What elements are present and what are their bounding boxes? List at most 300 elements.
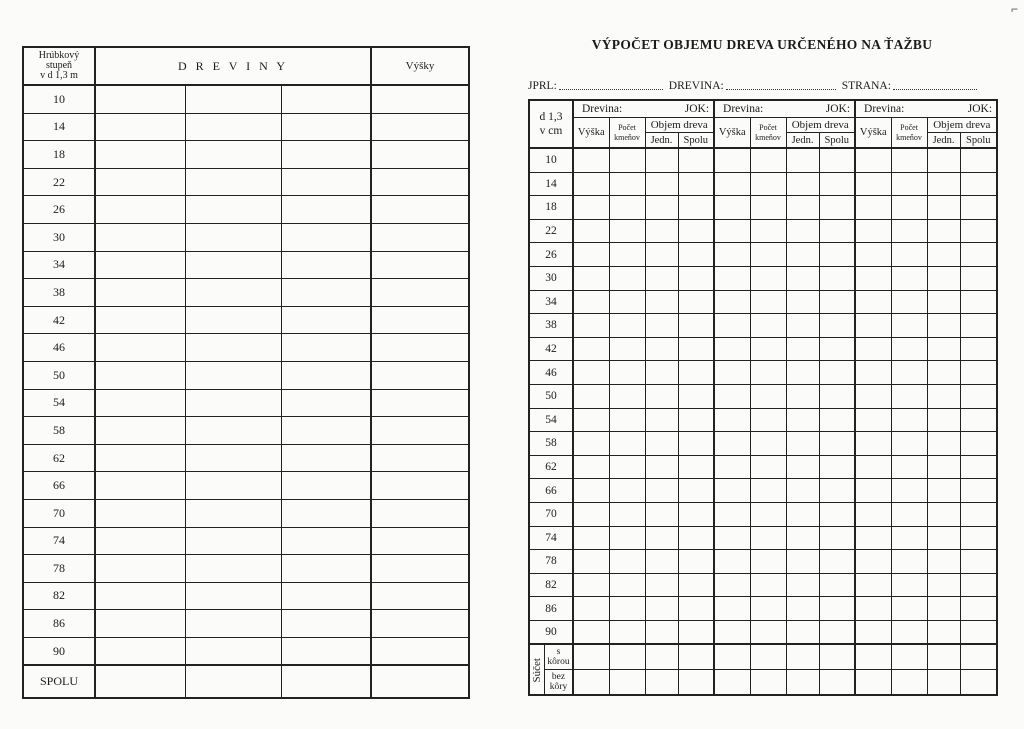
volume-cell[interactable]	[645, 290, 678, 314]
volume-cell[interactable]	[786, 432, 819, 456]
volume-cell[interactable]	[750, 384, 786, 408]
total-cell[interactable]	[185, 665, 281, 698]
volume-cell[interactable]	[573, 243, 609, 267]
species-cell[interactable]	[185, 361, 281, 389]
sum-cell[interactable]	[855, 670, 891, 696]
volume-cell[interactable]	[891, 196, 927, 220]
volume-cell[interactable]	[960, 384, 997, 408]
species-cell[interactable]	[185, 444, 281, 472]
species-cell[interactable]	[95, 196, 185, 224]
volume-cell[interactable]	[714, 620, 750, 644]
volume-cell[interactable]	[645, 455, 678, 479]
volume-cell[interactable]	[609, 361, 645, 385]
species-cell[interactable]	[185, 168, 281, 196]
volume-cell[interactable]	[750, 290, 786, 314]
volume-cell[interactable]	[714, 432, 750, 456]
volume-cell[interactable]	[819, 408, 855, 432]
volume-cell[interactable]	[678, 526, 714, 550]
volume-cell[interactable]	[855, 243, 891, 267]
volume-cell[interactable]	[573, 148, 609, 172]
volume-cell[interactable]	[750, 148, 786, 172]
volume-cell[interactable]	[714, 196, 750, 220]
volume-cell[interactable]	[609, 337, 645, 361]
volume-cell[interactable]	[786, 573, 819, 597]
volume-cell[interactable]	[609, 314, 645, 338]
volume-cell[interactable]	[855, 408, 891, 432]
volume-cell[interactable]	[960, 502, 997, 526]
volume-cell[interactable]	[786, 384, 819, 408]
volume-cell[interactable]	[645, 550, 678, 574]
volume-cell[interactable]	[855, 337, 891, 361]
volume-cell[interactable]	[714, 148, 750, 172]
volume-cell[interactable]	[645, 314, 678, 338]
volume-cell[interactable]	[750, 266, 786, 290]
volume-cell[interactable]	[573, 432, 609, 456]
volume-cell[interactable]	[891, 337, 927, 361]
volume-cell[interactable]	[609, 502, 645, 526]
volume-cell[interactable]	[750, 408, 786, 432]
volume-cell[interactable]	[573, 266, 609, 290]
volume-cell[interactable]	[678, 290, 714, 314]
volume-cell[interactable]	[927, 172, 960, 196]
species-cell[interactable]	[95, 141, 185, 169]
volume-cell[interactable]	[645, 361, 678, 385]
volume-cell[interactable]	[750, 620, 786, 644]
volume-cell[interactable]	[609, 408, 645, 432]
sum-cell[interactable]	[960, 644, 997, 670]
species-cell[interactable]	[95, 251, 185, 279]
volume-cell[interactable]	[960, 620, 997, 644]
volume-cell[interactable]	[891, 573, 927, 597]
sum-cell[interactable]	[609, 644, 645, 670]
volume-cell[interactable]	[645, 148, 678, 172]
volume-cell[interactable]	[819, 479, 855, 503]
volume-cell[interactable]	[750, 573, 786, 597]
volume-cell[interactable]	[855, 432, 891, 456]
volume-cell[interactable]	[927, 479, 960, 503]
volume-cell[interactable]	[609, 148, 645, 172]
volume-cell[interactable]	[714, 526, 750, 550]
volume-cell[interactable]	[891, 620, 927, 644]
volume-cell[interactable]	[855, 219, 891, 243]
volume-cell[interactable]	[750, 526, 786, 550]
species-cell[interactable]	[281, 472, 371, 500]
volume-cell[interactable]	[927, 408, 960, 432]
volume-cell[interactable]	[678, 408, 714, 432]
volume-cell[interactable]	[678, 620, 714, 644]
volume-cell[interactable]	[786, 290, 819, 314]
species-cell[interactable]	[281, 85, 371, 113]
species-cell[interactable]	[281, 279, 371, 307]
volume-cell[interactable]	[819, 172, 855, 196]
volume-cell[interactable]	[960, 290, 997, 314]
volume-cell[interactable]	[927, 502, 960, 526]
volume-cell[interactable]	[573, 196, 609, 220]
volume-cell[interactable]	[645, 573, 678, 597]
volume-cell[interactable]	[855, 148, 891, 172]
volume-cell[interactable]	[609, 573, 645, 597]
species-cell[interactable]	[281, 555, 371, 583]
species-cell[interactable]	[185, 85, 281, 113]
species-cell[interactable]	[185, 306, 281, 334]
volume-cell[interactable]	[960, 550, 997, 574]
species-cell[interactable]	[185, 223, 281, 251]
volume-cell[interactable]	[960, 597, 997, 621]
volume-cell[interactable]	[609, 384, 645, 408]
species-cell[interactable]	[185, 472, 281, 500]
volume-cell[interactable]	[786, 172, 819, 196]
height-cell[interactable]	[371, 499, 469, 527]
volume-cell[interactable]	[819, 148, 855, 172]
volume-cell[interactable]	[609, 620, 645, 644]
volume-cell[interactable]	[891, 172, 927, 196]
volume-cell[interactable]	[819, 502, 855, 526]
volume-cell[interactable]	[819, 196, 855, 220]
volume-cell[interactable]	[714, 337, 750, 361]
sum-cell[interactable]	[819, 644, 855, 670]
volume-cell[interactable]	[960, 408, 997, 432]
total-cell[interactable]	[371, 665, 469, 698]
species-cell[interactable]	[281, 417, 371, 445]
height-cell[interactable]	[371, 196, 469, 224]
volume-cell[interactable]	[714, 597, 750, 621]
volume-cell[interactable]	[714, 290, 750, 314]
volume-cell[interactable]	[855, 550, 891, 574]
height-cell[interactable]	[371, 610, 469, 638]
volume-cell[interactable]	[609, 196, 645, 220]
species-cell[interactable]	[185, 527, 281, 555]
volume-cell[interactable]	[645, 243, 678, 267]
volume-cell[interactable]	[573, 384, 609, 408]
species-cell[interactable]	[95, 361, 185, 389]
species-cell[interactable]	[95, 168, 185, 196]
volume-cell[interactable]	[786, 620, 819, 644]
volume-cell[interactable]	[678, 597, 714, 621]
species-cell[interactable]	[281, 610, 371, 638]
volume-cell[interactable]	[678, 361, 714, 385]
volume-cell[interactable]	[855, 266, 891, 290]
height-cell[interactable]	[371, 168, 469, 196]
volume-cell[interactable]	[927, 243, 960, 267]
species-cell[interactable]	[281, 168, 371, 196]
volume-cell[interactable]	[855, 455, 891, 479]
volume-cell[interactable]	[573, 337, 609, 361]
volume-cell[interactable]	[573, 597, 609, 621]
height-cell[interactable]	[371, 444, 469, 472]
volume-cell[interactable]	[678, 314, 714, 338]
volume-cell[interactable]	[855, 620, 891, 644]
volume-cell[interactable]	[855, 526, 891, 550]
volume-cell[interactable]	[960, 172, 997, 196]
volume-cell[interactable]	[927, 550, 960, 574]
sum-cell[interactable]	[609, 670, 645, 696]
volume-cell[interactable]	[927, 432, 960, 456]
volume-cell[interactable]	[819, 314, 855, 338]
volume-cell[interactable]	[645, 196, 678, 220]
volume-cell[interactable]	[609, 526, 645, 550]
volume-cell[interactable]	[750, 502, 786, 526]
volume-cell[interactable]	[786, 526, 819, 550]
volume-cell[interactable]	[678, 384, 714, 408]
volume-cell[interactable]	[960, 314, 997, 338]
volume-cell[interactable]	[750, 361, 786, 385]
volume-cell[interactable]	[678, 196, 714, 220]
volume-cell[interactable]	[927, 148, 960, 172]
species-cell[interactable]	[185, 389, 281, 417]
volume-cell[interactable]	[573, 314, 609, 338]
total-cell[interactable]	[95, 665, 185, 698]
height-cell[interactable]	[371, 251, 469, 279]
volume-cell[interactable]	[960, 573, 997, 597]
species-cell[interactable]	[281, 499, 371, 527]
species-cell[interactable]	[95, 389, 185, 417]
total-cell[interactable]	[281, 665, 371, 698]
volume-cell[interactable]	[645, 502, 678, 526]
volume-cell[interactable]	[927, 573, 960, 597]
volume-cell[interactable]	[714, 172, 750, 196]
height-cell[interactable]	[371, 582, 469, 610]
sum-cell[interactable]	[891, 644, 927, 670]
species-cell[interactable]	[95, 223, 185, 251]
volume-cell[interactable]	[891, 597, 927, 621]
species-cell[interactable]	[95, 306, 185, 334]
height-cell[interactable]	[371, 555, 469, 583]
species-cell[interactable]	[95, 610, 185, 638]
volume-cell[interactable]	[645, 620, 678, 644]
volume-cell[interactable]	[714, 384, 750, 408]
volume-cell[interactable]	[609, 266, 645, 290]
species-cell[interactable]	[281, 637, 371, 665]
volume-cell[interactable]	[927, 620, 960, 644]
volume-cell[interactable]	[750, 196, 786, 220]
height-cell[interactable]	[371, 85, 469, 113]
volume-cell[interactable]	[927, 219, 960, 243]
volume-cell[interactable]	[573, 455, 609, 479]
volume-cell[interactable]	[678, 337, 714, 361]
volume-cell[interactable]	[714, 455, 750, 479]
volume-cell[interactable]	[786, 243, 819, 267]
species-cell[interactable]	[185, 141, 281, 169]
sum-cell[interactable]	[645, 644, 678, 670]
volume-cell[interactable]	[573, 573, 609, 597]
volume-cell[interactable]	[714, 502, 750, 526]
volume-cell[interactable]	[714, 219, 750, 243]
sum-cell[interactable]	[750, 644, 786, 670]
volume-cell[interactable]	[714, 361, 750, 385]
volume-cell[interactable]	[786, 455, 819, 479]
volume-cell[interactable]	[891, 361, 927, 385]
volume-cell[interactable]	[750, 314, 786, 338]
height-cell[interactable]	[371, 417, 469, 445]
sum-cell[interactable]	[960, 670, 997, 696]
volume-cell[interactable]	[891, 148, 927, 172]
volume-cell[interactable]	[750, 337, 786, 361]
volume-cell[interactable]	[750, 243, 786, 267]
volume-cell[interactable]	[855, 290, 891, 314]
species-cell[interactable]	[281, 141, 371, 169]
volume-cell[interactable]	[609, 243, 645, 267]
volume-cell[interactable]	[678, 432, 714, 456]
species-cell[interactable]	[185, 196, 281, 224]
species-cell[interactable]	[281, 334, 371, 362]
volume-cell[interactable]	[786, 337, 819, 361]
drevina-field[interactable]	[726, 79, 836, 90]
volume-cell[interactable]	[927, 384, 960, 408]
sum-cell[interactable]	[927, 644, 960, 670]
volume-cell[interactable]	[819, 550, 855, 574]
volume-cell[interactable]	[678, 172, 714, 196]
species-cell[interactable]	[185, 499, 281, 527]
volume-cell[interactable]	[891, 526, 927, 550]
sum-cell[interactable]	[714, 644, 750, 670]
volume-cell[interactable]	[609, 290, 645, 314]
volume-cell[interactable]	[678, 550, 714, 574]
sum-cell[interactable]	[855, 644, 891, 670]
volume-cell[interactable]	[927, 314, 960, 338]
volume-cell[interactable]	[573, 408, 609, 432]
volume-cell[interactable]	[573, 620, 609, 644]
volume-cell[interactable]	[927, 526, 960, 550]
species-cell[interactable]	[185, 279, 281, 307]
volume-cell[interactable]	[786, 361, 819, 385]
volume-cell[interactable]	[891, 408, 927, 432]
height-cell[interactable]	[371, 141, 469, 169]
volume-cell[interactable]	[786, 266, 819, 290]
volume-cell[interactable]	[960, 196, 997, 220]
volume-cell[interactable]	[960, 266, 997, 290]
volume-cell[interactable]	[714, 243, 750, 267]
volume-cell[interactable]	[573, 290, 609, 314]
volume-cell[interactable]	[645, 408, 678, 432]
volume-cell[interactable]	[573, 361, 609, 385]
volume-cell[interactable]	[819, 455, 855, 479]
volume-cell[interactable]	[819, 290, 855, 314]
volume-cell[interactable]	[609, 432, 645, 456]
volume-cell[interactable]	[819, 597, 855, 621]
volume-cell[interactable]	[750, 219, 786, 243]
volume-cell[interactable]	[819, 361, 855, 385]
species-cell[interactable]	[281, 527, 371, 555]
volume-cell[interactable]	[573, 502, 609, 526]
sum-cell[interactable]	[573, 670, 609, 696]
volume-cell[interactable]	[609, 479, 645, 503]
volume-cell[interactable]	[927, 361, 960, 385]
volume-cell[interactable]	[678, 219, 714, 243]
volume-cell[interactable]	[927, 196, 960, 220]
height-cell[interactable]	[371, 389, 469, 417]
volume-cell[interactable]	[609, 597, 645, 621]
volume-cell[interactable]	[855, 502, 891, 526]
volume-cell[interactable]	[927, 337, 960, 361]
volume-cell[interactable]	[750, 432, 786, 456]
volume-cell[interactable]	[819, 432, 855, 456]
volume-cell[interactable]	[891, 219, 927, 243]
volume-cell[interactable]	[645, 172, 678, 196]
species-cell[interactable]	[281, 251, 371, 279]
species-cell[interactable]	[281, 582, 371, 610]
species-cell[interactable]	[95, 417, 185, 445]
volume-cell[interactable]	[855, 573, 891, 597]
volume-cell[interactable]	[819, 219, 855, 243]
height-cell[interactable]	[371, 113, 469, 141]
volume-cell[interactable]	[678, 148, 714, 172]
volume-cell[interactable]	[786, 219, 819, 243]
volume-cell[interactable]	[960, 219, 997, 243]
volume-cell[interactable]	[819, 573, 855, 597]
volume-cell[interactable]	[819, 337, 855, 361]
volume-cell[interactable]	[891, 290, 927, 314]
volume-cell[interactable]	[786, 502, 819, 526]
volume-cell[interactable]	[855, 597, 891, 621]
height-cell[interactable]	[371, 361, 469, 389]
volume-cell[interactable]	[855, 172, 891, 196]
volume-cell[interactable]	[786, 550, 819, 574]
height-cell[interactable]	[371, 279, 469, 307]
species-cell[interactable]	[185, 417, 281, 445]
volume-cell[interactable]	[786, 479, 819, 503]
volume-cell[interactable]	[960, 337, 997, 361]
volume-cell[interactable]	[786, 196, 819, 220]
volume-cell[interactable]	[678, 502, 714, 526]
volume-cell[interactable]	[750, 550, 786, 574]
volume-cell[interactable]	[714, 550, 750, 574]
volume-cell[interactable]	[891, 266, 927, 290]
volume-cell[interactable]	[855, 384, 891, 408]
species-cell[interactable]	[185, 555, 281, 583]
sum-cell[interactable]	[786, 670, 819, 696]
volume-cell[interactable]	[609, 550, 645, 574]
jprl-field[interactable]	[559, 79, 663, 90]
volume-cell[interactable]	[573, 172, 609, 196]
species-cell[interactable]	[281, 113, 371, 141]
volume-cell[interactable]	[645, 384, 678, 408]
height-cell[interactable]	[371, 637, 469, 665]
volume-cell[interactable]	[645, 266, 678, 290]
species-cell[interactable]	[185, 113, 281, 141]
species-cell[interactable]	[281, 389, 371, 417]
sum-cell[interactable]	[927, 670, 960, 696]
species-cell[interactable]	[95, 85, 185, 113]
volume-cell[interactable]	[927, 597, 960, 621]
volume-cell[interactable]	[891, 479, 927, 503]
volume-cell[interactable]	[714, 479, 750, 503]
volume-cell[interactable]	[714, 408, 750, 432]
volume-cell[interactable]	[714, 266, 750, 290]
volume-cell[interactable]	[714, 573, 750, 597]
sum-cell[interactable]	[678, 670, 714, 696]
volume-cell[interactable]	[678, 266, 714, 290]
species-cell[interactable]	[95, 582, 185, 610]
species-cell[interactable]	[95, 334, 185, 362]
volume-cell[interactable]	[609, 219, 645, 243]
sum-cell[interactable]	[573, 644, 609, 670]
species-cell[interactable]	[281, 196, 371, 224]
volume-cell[interactable]	[891, 243, 927, 267]
height-cell[interactable]	[371, 334, 469, 362]
sum-cell[interactable]	[786, 644, 819, 670]
volume-cell[interactable]	[891, 432, 927, 456]
volume-cell[interactable]	[609, 172, 645, 196]
height-cell[interactable]	[371, 306, 469, 334]
species-cell[interactable]	[95, 113, 185, 141]
volume-cell[interactable]	[573, 550, 609, 574]
volume-cell[interactable]	[960, 148, 997, 172]
volume-cell[interactable]	[855, 314, 891, 338]
strana-field[interactable]	[893, 79, 977, 90]
volume-cell[interactable]	[750, 455, 786, 479]
volume-cell[interactable]	[573, 219, 609, 243]
species-cell[interactable]	[185, 582, 281, 610]
